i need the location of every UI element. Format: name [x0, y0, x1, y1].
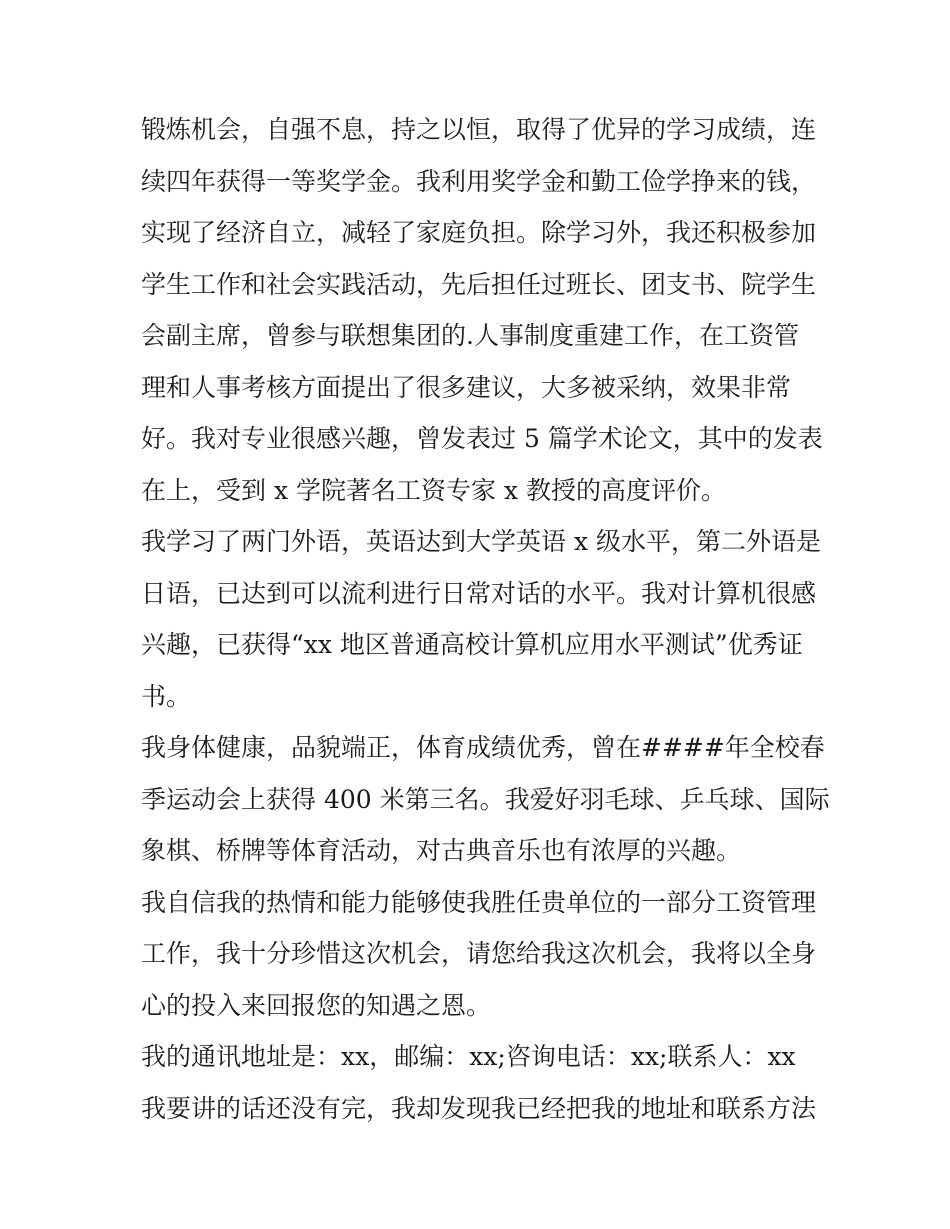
text-line: 我学习了两门外语，英语达到大学英语 x 级水平，第二外语是: [141, 527, 821, 556]
text-line: 我身体健康，品貌端正，体育成绩优秀，曾在####年全校春: [141, 733, 825, 762]
text-line: 好。我对专业很感兴趣，曾发表过 5 篇学术论文，其中的发表: [141, 424, 823, 453]
text-line: 日语，已达到可以流利进行日常对话的水平。我对计算机很感: [141, 578, 817, 608]
text-line: 我要讲的话还没有完，我却发现我已经把我的地址和联系方法: [141, 1093, 817, 1123]
document-body: [141, 104, 830, 1134]
text-line: 学生工作和社会实践活动，先后担任过班长、团支书、院学生: [141, 269, 817, 299]
text-line: 工作，我十分珍惜这次机会，请您给我这次机会，我将以全身: [141, 939, 817, 968]
text-line: 象棋、桥牌等体育活动，对古典音乐也有浓厚的兴趣。: [141, 836, 742, 865]
text-line: 心的投入来回报您的知遇之恩。: [141, 990, 492, 1020]
text-line: 续四年获得一等奖学金。我利用奖学金和勤工俭学挣来的钱，: [141, 166, 817, 196]
text-line: 书。: [141, 681, 192, 711]
text-line: 我的通讯地址是：xx，邮编：xx;咨询电话：xx;联系人：xx: [141, 1042, 796, 1071]
text-line: 锻炼机会，自强不息，持之以恒，取得了优异的学习成绩，连: [141, 115, 817, 144]
text-line: 理和人事考核方面提出了很多建议，大多被采纳，效果非常: [141, 372, 792, 402]
text-line: 我自信我的热情和能力能够使我胜任贵单位的一部分工资管理: [141, 887, 817, 917]
text-line: 季运动会上获得 400 米第三名。我爱好羽毛球、乒乓球、国际: [141, 784, 830, 814]
text-line: 在上，受到 x 学院著名工资专家 x 教授的高度评价。: [141, 475, 726, 505]
text-line: 会副主席，曾参与联想集团的.人事制度重建工作，在工资管: [141, 321, 799, 350]
text-line: 实现了经济自立，减轻了家庭负担。除学习外，我还积极参加: [141, 218, 817, 247]
text-line: 兴趣，已获得“xx 地区普通高校计算机应用水平测试”优秀证: [141, 630, 803, 659]
